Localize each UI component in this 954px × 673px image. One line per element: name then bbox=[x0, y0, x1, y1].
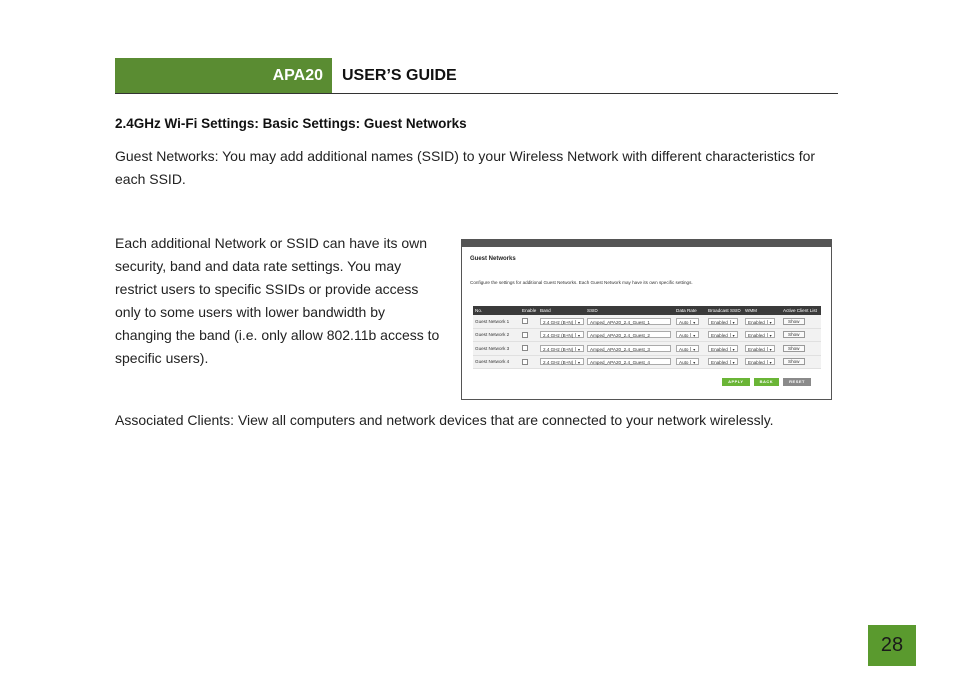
enable-checkbox[interactable] bbox=[522, 359, 528, 365]
band-select[interactable]: 2.4 GHz (B+N) ▼ bbox=[540, 358, 584, 365]
ssid-input[interactable]: Amped_APA20_2.4_Guest_1 bbox=[587, 318, 671, 325]
page-header bbox=[115, 58, 838, 94]
table-row bbox=[473, 329, 821, 343]
enable-checkbox[interactable] bbox=[522, 332, 528, 338]
guest-networks-screenshot bbox=[461, 239, 832, 400]
each-additional-paragraph: Each additional Network or SSID can have its own security, band and data rate settings. You may restrict users to specific SSIDs or provide access only to some users with lower bandwidth by changing the band (i.e. only allow 802.11b access to specific users). bbox=[115, 235, 440, 366]
row-name: Guest Network 3 bbox=[475, 345, 510, 351]
row-name: Guest Network 4 bbox=[475, 359, 510, 365]
data-rate-select[interactable]: Auto ▼ bbox=[676, 331, 699, 338]
chevron-down-icon: ▼ bbox=[731, 320, 736, 325]
chevron-down-icon: ▼ bbox=[692, 334, 696, 339]
col-broadcast-ssid: Broadcast SSID bbox=[708, 308, 741, 313]
table-row bbox=[473, 342, 821, 356]
wmm-select[interactable]: Enabled ▼ bbox=[745, 345, 775, 352]
broadcast-select[interactable]: Enabled ▼ bbox=[708, 318, 738, 325]
show-button[interactable]: Show bbox=[783, 331, 805, 338]
col-enable: Enable bbox=[522, 308, 537, 313]
band-select[interactable]: 2.4 GHz (B+N) ▼ bbox=[540, 345, 584, 352]
guest-networks-paragraph: Guest Networks: You may add additional names (SSID) to your Wireless Network with different characteristics for each SSID. bbox=[115, 148, 816, 187]
page-number: 28 bbox=[868, 625, 916, 666]
chevron-down-icon: ▼ bbox=[577, 334, 581, 339]
chevron-down-icon: ▼ bbox=[692, 347, 696, 352]
col-data-rate: Data Rate bbox=[676, 308, 697, 313]
col-ssid: SSID bbox=[587, 308, 598, 313]
chevron-down-icon: ▼ bbox=[731, 334, 736, 339]
back-button[interactable]: BACK bbox=[754, 378, 780, 386]
apply-button[interactable]: APPLY bbox=[722, 378, 749, 386]
chevron-down-icon: ▼ bbox=[577, 361, 581, 366]
data-rate-select[interactable]: Auto ▼ bbox=[676, 358, 699, 365]
chevron-down-icon: ▼ bbox=[577, 320, 581, 325]
chevron-down-icon: ▼ bbox=[731, 347, 736, 352]
broadcast-select[interactable]: Enabled ▼ bbox=[708, 358, 738, 365]
header-divider bbox=[115, 93, 838, 94]
wmm-select[interactable]: Enabled ▼ bbox=[745, 318, 775, 325]
broadcast-select[interactable]: Enabled ▼ bbox=[708, 345, 738, 352]
chevron-down-icon: ▼ bbox=[731, 361, 736, 366]
associated-clients-paragraph: Associated Clients: View all computers and network devices that are connected to your network wirelessly. bbox=[115, 412, 774, 428]
chevron-down-icon: ▼ bbox=[768, 361, 773, 366]
screenshot-button-group bbox=[722, 378, 811, 386]
col-wmm: WMM bbox=[745, 308, 757, 313]
data-rate-select[interactable]: Auto ▼ bbox=[676, 345, 699, 352]
reset-button[interactable]: RESET bbox=[783, 378, 811, 386]
band-select[interactable]: 2.4 GHz (B+N) ▼ bbox=[540, 331, 584, 338]
row-name: Guest Network 2 bbox=[475, 332, 510, 338]
chevron-down-icon: ▼ bbox=[577, 347, 581, 352]
chevron-down-icon: ▼ bbox=[768, 347, 773, 352]
row-name: Guest Network 1 bbox=[475, 318, 510, 324]
data-rate-select[interactable]: Auto ▼ bbox=[676, 318, 699, 325]
chevron-down-icon: ▼ bbox=[768, 334, 773, 339]
show-button[interactable]: Show bbox=[783, 358, 805, 365]
screenshot-title: Guest Networks bbox=[470, 256, 516, 262]
broadcast-select[interactable]: Enabled ▼ bbox=[708, 331, 738, 338]
table-row bbox=[473, 356, 821, 370]
band-select[interactable]: 2.4 GHz (B+N) ▼ bbox=[540, 318, 584, 325]
enable-checkbox[interactable] bbox=[522, 345, 528, 351]
table-row bbox=[473, 315, 821, 329]
section-heading: 2.4GHz Wi-Fi Settings: Basic Settings: Guest Networks bbox=[115, 116, 467, 131]
chevron-down-icon: ▼ bbox=[768, 320, 773, 325]
col-active-client-list: Active Client List bbox=[783, 308, 817, 313]
guest-network-table bbox=[473, 306, 821, 369]
screenshot-description: Configure the settings for additional Guest Networks. Each Guest Network may have its own specific settings. bbox=[470, 280, 693, 285]
col-band: Band bbox=[540, 308, 551, 313]
col-no: No. bbox=[475, 308, 483, 313]
chevron-down-icon: ▼ bbox=[692, 361, 696, 366]
wmm-select[interactable]: Enabled ▼ bbox=[745, 358, 775, 365]
chevron-down-icon: ▼ bbox=[692, 320, 696, 325]
ssid-input[interactable]: Amped_APA20_2.4_Guest_3 bbox=[587, 345, 671, 352]
table-header bbox=[473, 306, 821, 315]
ssid-input[interactable]: Amped_APA20_2.4_Guest_4 bbox=[587, 358, 671, 365]
wmm-select[interactable]: Enabled ▼ bbox=[745, 331, 775, 338]
screenshot-top-bar bbox=[462, 240, 831, 247]
ssid-input[interactable]: Amped_APA20_2.4_Guest_2 bbox=[587, 331, 671, 338]
product-label: APA20 bbox=[115, 58, 332, 93]
guide-title: USER’S GUIDE bbox=[342, 66, 457, 84]
show-button[interactable]: Show bbox=[783, 345, 805, 352]
show-button[interactable]: Show bbox=[783, 318, 805, 325]
enable-checkbox[interactable] bbox=[522, 318, 528, 324]
